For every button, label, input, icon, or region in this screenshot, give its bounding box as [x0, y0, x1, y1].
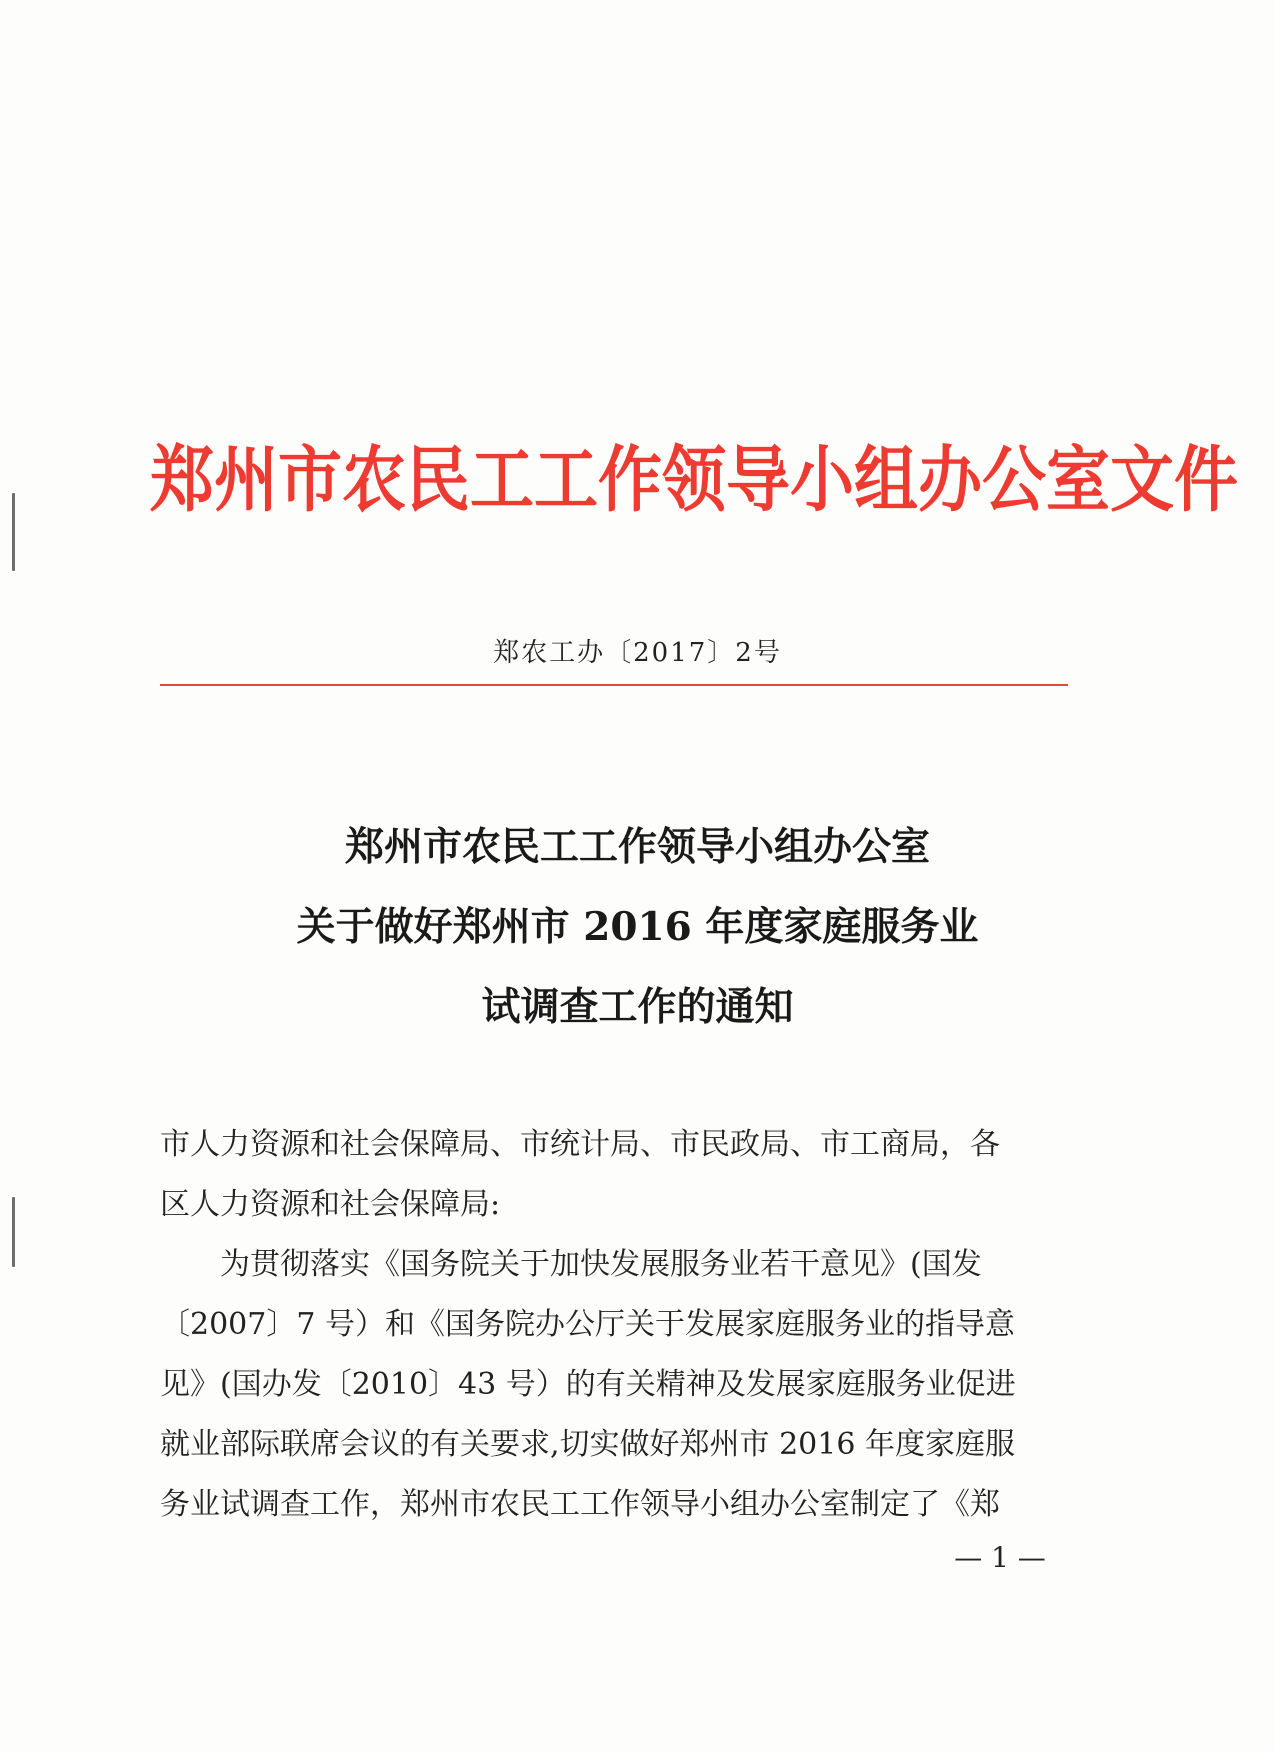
notice-body: [160, 1115, 1080, 1535]
body-line-1: 为贯彻落实《国务院关于加快发展服务业若干意见》(国发: [220, 1247, 982, 1282]
title-line-3: 试调查工作的通知: [481, 984, 794, 1030]
body-line-5: 务业试调查工作，郑州市农民工工作领导小组办公室制定了《郑: [160, 1487, 1000, 1522]
binding-mark-bottom: [12, 1197, 15, 1267]
body-line-4: 就业部际联席会议的有关要求,切实做好郑州市 2016 年度家庭服: [160, 1427, 1015, 1462]
title-line-2: 关于做好郑州市 2016 年度家庭服务业: [296, 904, 979, 950]
body-line-3: 见》(国办发〔2010〕43 号）的有关精神及发展家庭服务业促进: [160, 1367, 1016, 1402]
red-divider-line: [160, 684, 1068, 686]
issuing-office-title: 郑州市农民工工作领导小组办公室文件: [150, 439, 1238, 523]
page-number: — 1 —: [954, 1541, 1046, 1574]
addressee-line-2: 区人力资源和社会保障局:: [160, 1187, 501, 1222]
body-line-2: 〔2007〕7 号）和《国务院办公厅关于发展家庭服务业的指导意: [160, 1307, 1015, 1342]
binding-mark-top: [12, 493, 15, 571]
document-number: 郑农工办〔2017〕2号: [493, 638, 782, 668]
title-line-1: 郑州市农民工工作领导小组办公室: [344, 824, 930, 870]
notice-title: [0, 807, 1275, 1047]
addressee-line-1: 市人力资源和社会保障局、市统计局、市民政局、市工商局，各: [160, 1127, 1000, 1162]
